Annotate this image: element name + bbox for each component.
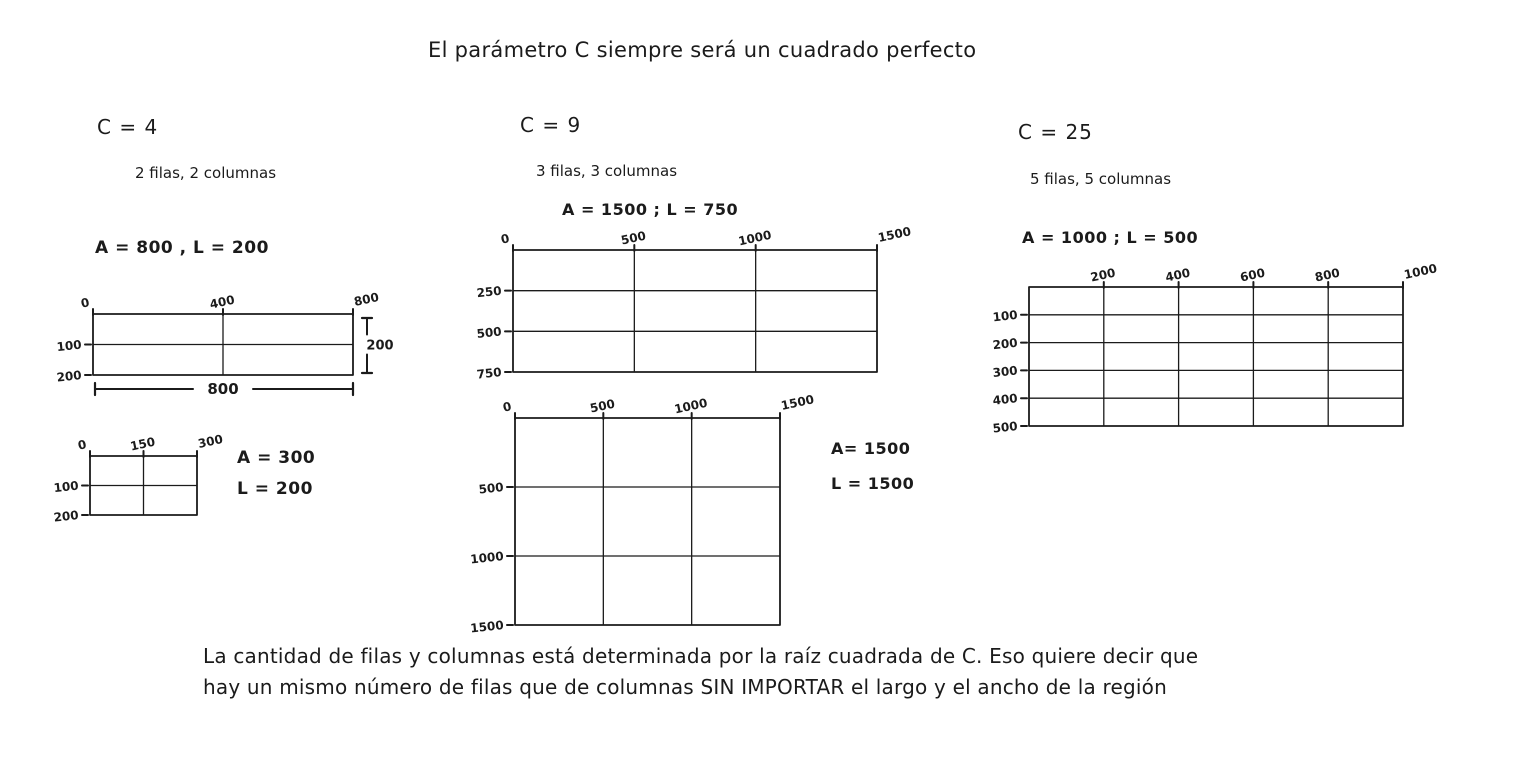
c4-subheading: 2 filas, 2 columnas — [135, 164, 277, 182]
svg-text:200: 200 — [366, 338, 394, 354]
c4-params-label: A = 800 , L = 200 — [95, 238, 269, 258]
footer-note-line1: La cantidad de filas y columnas está determinada por la raíz cuadrada de C. Eso quiere decir que — [203, 644, 1199, 668]
c9-square-grid-length-label: L = 1500 — [831, 474, 915, 493]
c4-heading: C = 4 — [97, 115, 159, 139]
c4-small-grid-length-label: L = 200 — [237, 479, 313, 499]
svg-text:400: 400 — [1164, 265, 1192, 285]
c4-small-grid-area-label: A = 300 — [237, 448, 316, 468]
c9-params-label: A = 1500 ; L = 750 — [562, 200, 739, 219]
svg-text:200: 200 — [991, 335, 1019, 353]
svg-text:1000: 1000 — [737, 227, 773, 249]
svg-text:750: 750 — [475, 365, 503, 382]
svg-text:800: 800 — [1313, 265, 1342, 285]
svg-text:0: 0 — [501, 399, 513, 415]
svg-text:1000: 1000 — [1402, 261, 1439, 282]
svg-text:200: 200 — [1089, 265, 1117, 285]
svg-text:500: 500 — [475, 324, 503, 341]
svg-text:400: 400 — [208, 292, 236, 312]
c25-grid — [983, 252, 1453, 437]
svg-text:100: 100 — [55, 337, 83, 355]
c9-main-grid — [460, 218, 915, 382]
svg-text:800: 800 — [352, 290, 381, 309]
c4-main-grid — [55, 283, 398, 403]
svg-text:800: 800 — [207, 380, 239, 398]
svg-text:600: 600 — [1238, 265, 1267, 285]
page-title: El parámetro C siempre será un cuadrado perfecto — [428, 38, 977, 62]
svg-text:500: 500 — [477, 480, 505, 497]
svg-text:0: 0 — [79, 295, 91, 311]
c9-square-grid-area-label: A= 1500 — [831, 439, 911, 458]
svg-text:150: 150 — [128, 434, 157, 454]
svg-text:250: 250 — [475, 283, 503, 301]
c4-small-grid — [52, 425, 230, 525]
svg-text:1000: 1000 — [673, 395, 709, 417]
svg-text:500: 500 — [619, 228, 648, 248]
svg-text:300: 300 — [991, 363, 1019, 381]
svg-text:300: 300 — [196, 432, 225, 451]
svg-text:100: 100 — [991, 307, 1019, 325]
svg-text:500: 500 — [588, 396, 617, 416]
c9-square-grid — [455, 392, 830, 637]
svg-text:500: 500 — [991, 419, 1019, 436]
c25-subheading: 5 filas, 5 columnas — [1030, 170, 1172, 188]
svg-text:1000: 1000 — [469, 549, 505, 567]
svg-text:0: 0 — [76, 437, 88, 453]
svg-text:200: 200 — [52, 508, 80, 525]
footer-note-line2: hay un mismo número de filas que de columnas SIN IMPORTAR el largo y el ancho de la región — [203, 675, 1167, 699]
svg-text:1500: 1500 — [469, 618, 505, 636]
svg-text:400: 400 — [991, 391, 1019, 408]
svg-text:1500: 1500 — [779, 392, 816, 413]
svg-text:200: 200 — [55, 368, 83, 385]
c25-heading: C = 25 — [1018, 120, 1093, 144]
c9-heading: C = 9 — [520, 113, 582, 137]
svg-text:100: 100 — [52, 478, 80, 496]
svg-text:0: 0 — [499, 231, 511, 247]
svg-text:1500: 1500 — [876, 224, 913, 245]
c25-params-label: A = 1000 ; L = 500 — [1022, 228, 1199, 247]
c9-subheading: 3 filas, 3 columnas — [536, 162, 678, 180]
